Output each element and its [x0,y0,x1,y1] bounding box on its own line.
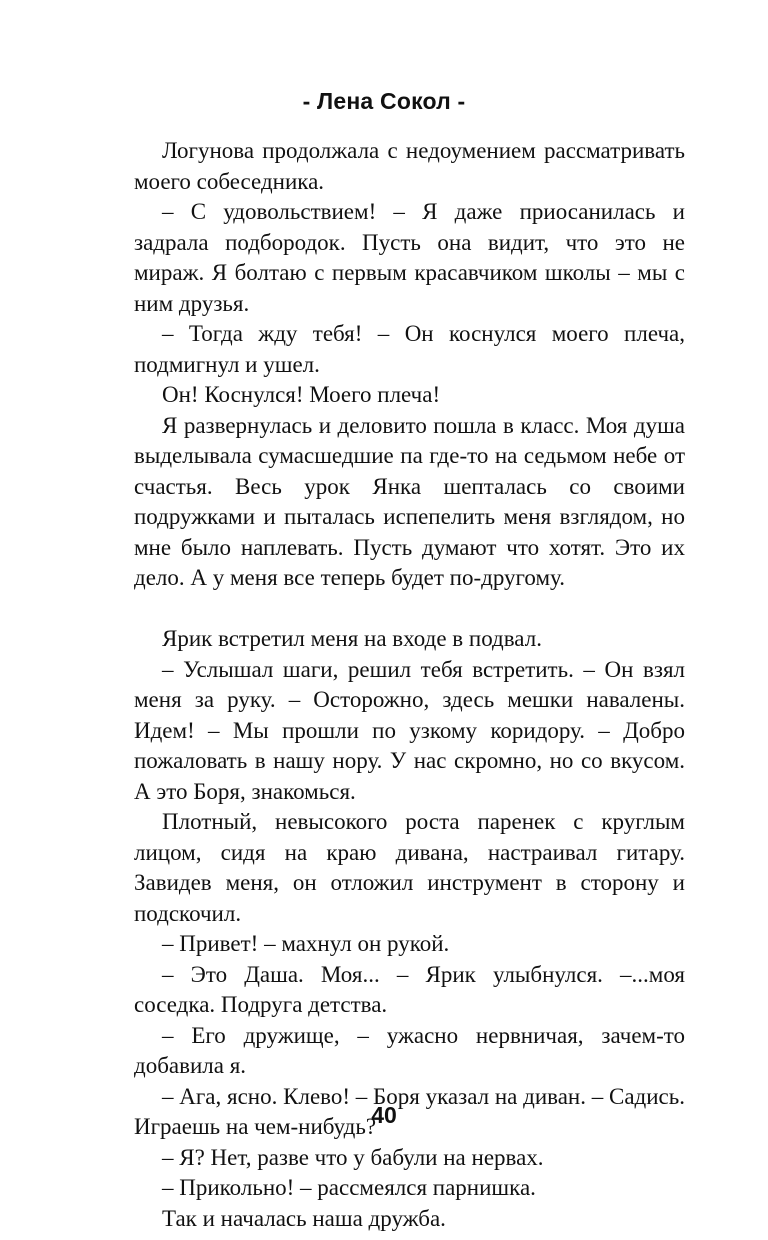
paragraph: Логунова продолжала с недоумением рассматривать моего собеседника. [134,138,685,194]
paragraph: – Ага, ясно. Клево! – Боря указал на диван. – Садись. Играешь на чем-нибудь? [134,1083,685,1139]
paragraph: – Привет! – махнул он рукой. [162,931,450,956]
page-number: 40 [371,1102,397,1128]
paragraph: – Я? Нет, разве что у бабули на нервах. [162,1144,544,1170]
paragraph: – Его дружище, – ужасно нервничая, зачем-то добавила я. [134,1022,685,1078]
paragraph: – Прикольно! – рассмеялся парнишка. [162,1175,536,1200]
paragraph: – Это Даша. Моя... – Ярик улыбнулся. –...моя соседка. Подруга детства. [134,961,685,1017]
paragraph: Он! Коснулся! Моего плеча! [162,382,441,407]
section-break [134,594,685,625]
paragraph: – Услышал шаги, решил тебя встретить. – Он взял меня за руку. – Осторожно, здесь мешки навалены. Идем! – Мы прошли по узкому коридору. – Добро пожаловать в нашу нору. У нас скромно, но со вкусом. А это Боря, знакомься. [134,656,685,804]
paragraph: – Тогда жду тебя! – Он коснулся моего плеча, подмигнул и ушел. [134,321,685,377]
body-text [134,136,685,1234]
paragraph: – С удовольствием! – Я даже приосанилась и задрала подбородок. Пусть она видит, что это не мираж. Я болтаю с первым красавчиком школы – мы с ним друзья. [134,199,685,316]
paragraph: Ярик встретил меня на входе в подвал. [162,626,542,651]
paragraph: Плотный, невысокого роста паренек с круглым лицом, сидя на краю дивана, настраивал гитару. Завидев меня, он отложил инструмент в сторону и подскочил. [134,809,685,926]
paragraph: Я развернулась и деловито пошла в класс. Моя душа выделывала сумасшедшие па где-то на седьмом небе от счастья. Весь урок Янка шепталась со своими подружками и пыталась испепелить меня взглядом, но мне было наплевать. Пусть думают что хотят. Это их дело. А у меня все теперь будет по-другому. [134,412,685,590]
paragraph: Так и началась наша дружба. [162,1205,446,1231]
running-head-author: - Лена Сокол - [302,88,466,114]
